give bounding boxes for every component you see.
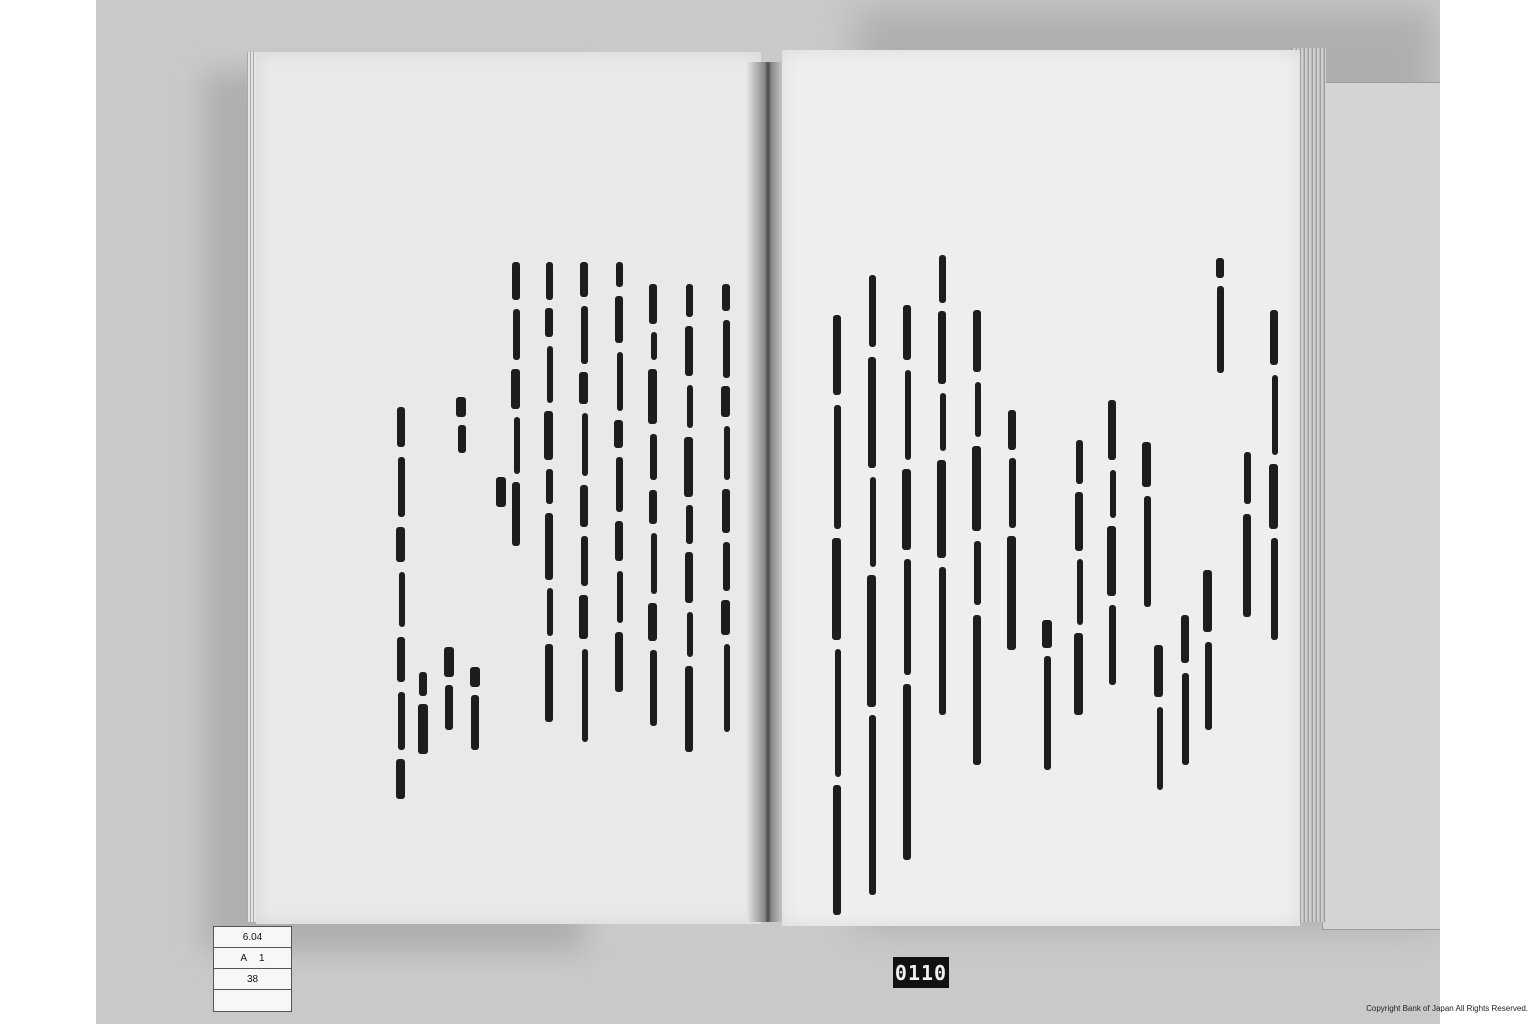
handwriting-column: [1180, 615, 1190, 765]
handwriting-column: [1242, 452, 1252, 617]
handwriting-column: [1107, 400, 1117, 685]
reference-series: A: [240, 952, 248, 964]
reference-line-2: [214, 948, 291, 969]
handwriting-column: [511, 262, 521, 546]
handwriting-column: [1042, 620, 1052, 770]
handwriting-column: [1007, 410, 1017, 650]
handwriting-column: [832, 315, 842, 915]
handwriting-column: [867, 275, 877, 895]
handwriting-column: [1074, 440, 1084, 715]
handwriting-column: [972, 310, 982, 765]
handwriting-column: [544, 262, 554, 722]
right-cover-board: [1322, 82, 1440, 930]
handwriting-column: [1203, 570, 1213, 730]
handwriting-column: [937, 255, 947, 715]
handwriting-column: [1215, 258, 1225, 373]
handwriting-column: [721, 284, 731, 732]
handwriting-column: [396, 407, 406, 827]
handwriting-mark: [496, 477, 506, 507]
catalog-reference-card: [213, 926, 292, 1012]
reference-blank: [214, 990, 291, 1010]
reference-volume: 1: [259, 952, 265, 964]
handwriting-signature: [470, 667, 480, 752]
archive-photo: [96, 0, 1440, 1024]
handwriting-column: [1142, 442, 1152, 607]
handwriting-column: [614, 262, 624, 692]
handwriting-column: [902, 305, 912, 860]
handwriting-column: [1154, 645, 1164, 790]
frame-number: 0110: [893, 957, 949, 988]
handwriting-column: [684, 284, 694, 752]
handwriting-signature: [444, 647, 454, 732]
copyright-notice: Copyright Bank of Japan All Rights Reserved.: [1366, 1003, 1528, 1013]
reference-line-3: 38: [214, 969, 291, 990]
left-page: [256, 52, 761, 924]
handwriting-column: [648, 284, 658, 726]
reference-line-1: 6.04: [214, 927, 291, 948]
handwriting-mark: [456, 397, 466, 453]
handwriting-signature: [418, 672, 428, 754]
right-page: [782, 50, 1300, 926]
handwriting-column: [1269, 310, 1279, 640]
handwriting-column: [579, 262, 589, 742]
